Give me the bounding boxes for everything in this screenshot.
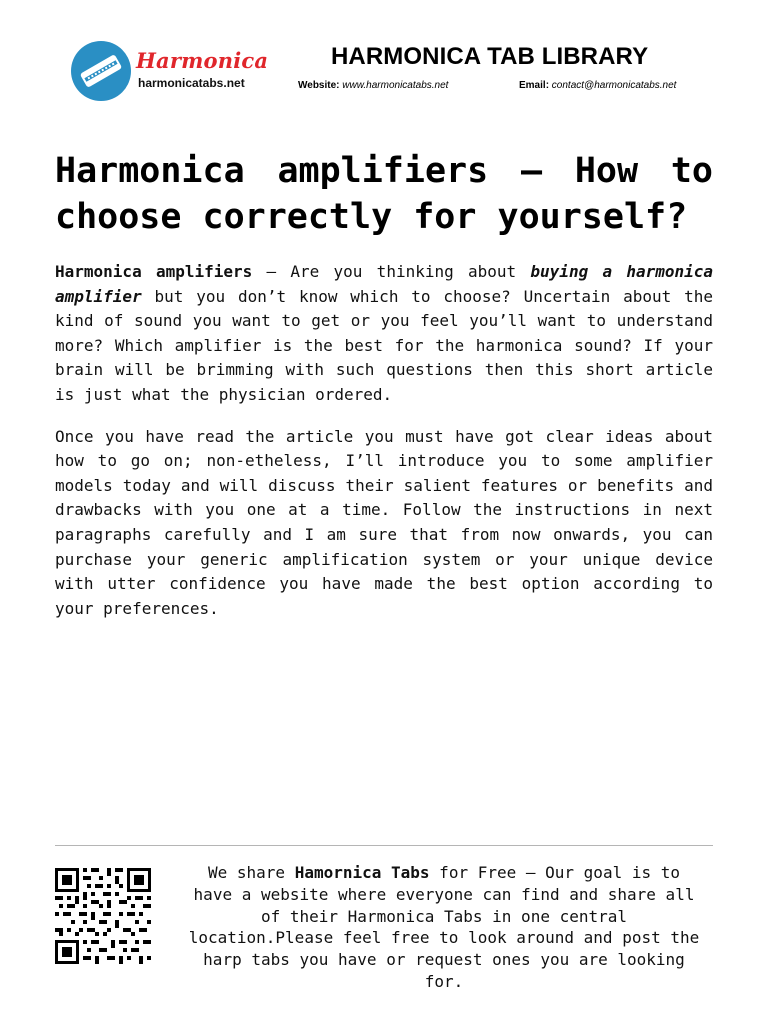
harmonica-logo-icon xyxy=(71,41,131,101)
intro-text-b: but you don’t know which to choose? Uncertain about the kind of sound you want to get or you feel you’ll want to understand more? Which amplifier is the best for the harmonica sound? If your brain will be brimming with such questions then this short article is just what the physician ordered. xyxy=(55,286,713,404)
footer-divider xyxy=(55,845,713,846)
footer-description xyxy=(185,862,703,993)
article-body xyxy=(55,148,713,621)
website-label: Website xyxy=(298,80,337,91)
email-link[interactable]: contact@harmonicatabs.net xyxy=(551,80,677,91)
article-title: Harmonica amplifiers – How to choose correctly for yourself? xyxy=(55,151,713,237)
footer-text-b: for Free – Our goal is to have a website where everyone can find and share all of their Harmonica Tabs in one central location.Please feel free to look around and post the harp tabs you have or request ones you are looking for. xyxy=(188,863,700,991)
website-link[interactable]: www.harmonicatabs.net xyxy=(342,80,449,91)
logo-site-name: harmonicatabs.net xyxy=(138,76,245,90)
intro-text-a: – Are you thinking about xyxy=(252,262,531,281)
logo-wordmark: Harmonica xyxy=(136,48,269,73)
email-label: Email xyxy=(519,80,546,91)
email-line: Email: contact@harmonicatabs.net xyxy=(519,80,677,91)
paragraph-second: Once you have read the article you must have got clear ideas about how to go on; non-etheless, I’ll introduce you to some amplifier models today and will discuss their salient features or benefits and drawbacks with you one at a time. Follow the instructions in next paragraphs carefully and I am sure that from now onwards, you can purchase your generic amplification system or your unique device with utter confidence you have made the best option according to your preferences. xyxy=(55,426,713,618)
paragraph-intro xyxy=(55,260,713,408)
intro-emphasis: buying a harmonica amplifier xyxy=(55,262,714,306)
intro-lead-term: Harmonica amplifiers xyxy=(55,262,253,281)
website-line: Website: www.harmonicatabs.net xyxy=(298,80,449,91)
footer-brand: Hamornica Tabs xyxy=(294,863,430,882)
qr-code-icon[interactable] xyxy=(55,868,151,964)
page-header xyxy=(0,0,768,120)
library-title: HARMONICA TAB LIBRARY xyxy=(331,43,649,70)
footer-text-a: We share xyxy=(207,863,295,882)
